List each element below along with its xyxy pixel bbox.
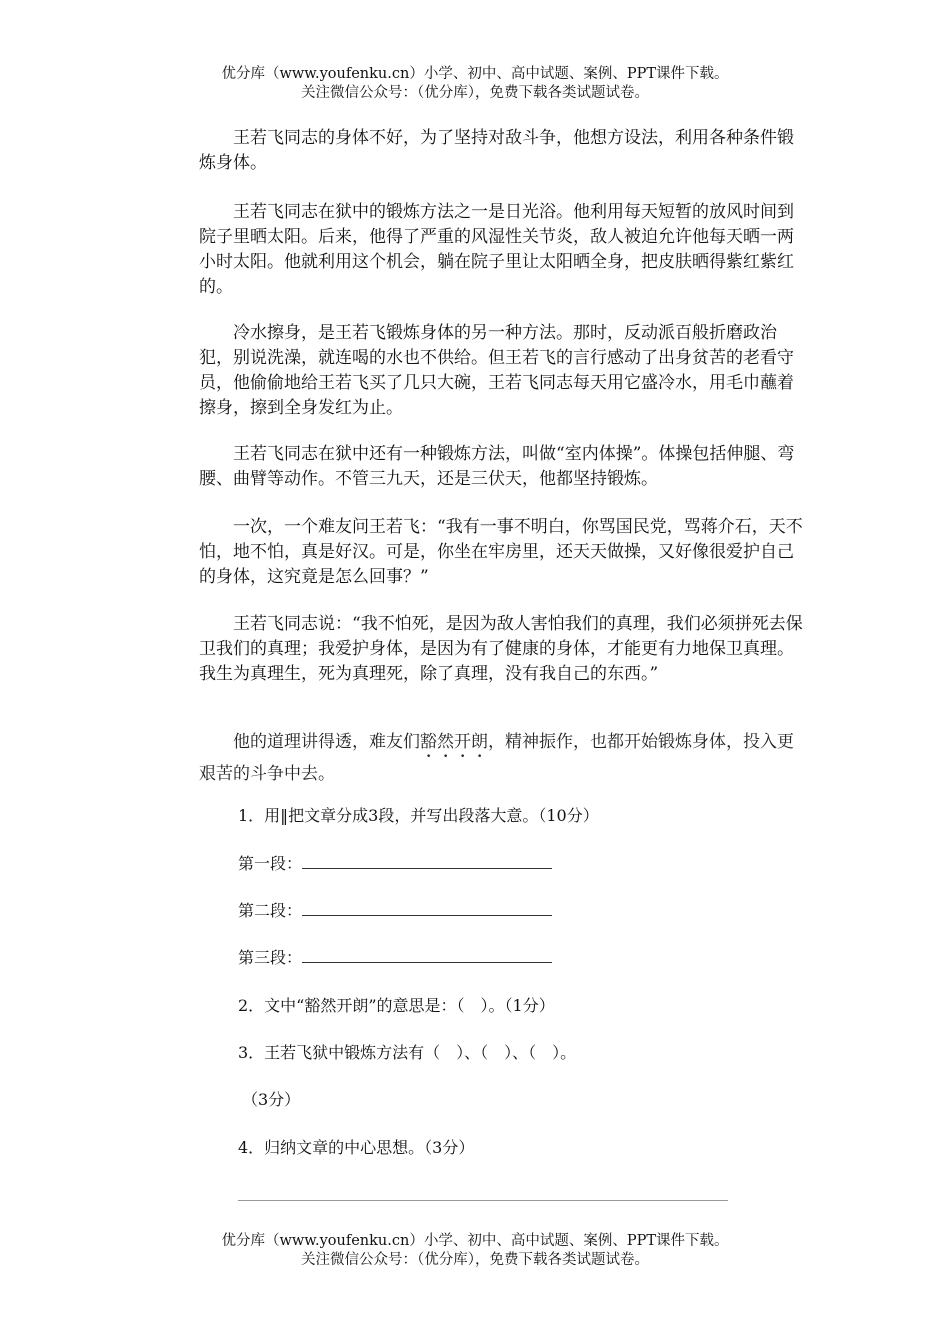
paragraph-5: 一次，一个难友问王若飞：“我有一事不明白，你骂国民党，骂蒋介石，天不怕，地不怕，真是好汉。可是，你坐在牢房里，还天天做操，又好像很爱护自己的身体，这究竟是怎么回事？” bbox=[199, 517, 803, 587]
segment-3-label: 第三段： bbox=[238, 948, 303, 967]
emphasized-phrase: 豁然开朗 bbox=[420, 732, 488, 752]
segment-2-blank[interactable] bbox=[302, 901, 552, 916]
question-3-score: （3分） bbox=[242, 1090, 301, 1109]
question-3: 3．王若飞狱中锻炼方法有（ ）、（ ）、（ ）。 bbox=[238, 1043, 577, 1062]
segment-2-label: 第二段： bbox=[238, 901, 303, 920]
paragraph-4: 王若飞同志在狱中还有一种锻炼方法，叫做“室内体操”。体操包括伸腿、弯腰、曲臂等动作。不管三九天，还是三伏天，他都坚持锻炼。 bbox=[199, 444, 795, 489]
segment-3-blank[interactable] bbox=[302, 948, 552, 963]
question-4: 4．归纳文章的中心思想。（3分） bbox=[238, 1138, 475, 1157]
page-header bbox=[0, 65, 950, 103]
header-line-2: 关注微信公众号：（优分库），免费下载各类试题试卷。 bbox=[301, 85, 649, 101]
answer-line-segment-3 bbox=[238, 947, 552, 969]
paragraph-7-scanned: 他的道理讲得透，难友们豁然开朗，精神振作，也都开始锻炼身体，投入更艰苦的斗争中去。 bbox=[199, 732, 794, 784]
paragraph-2: 王若飞同志在狱中的锻炼方法之一是日光浴。他利用每天短暂的放风时间到院子里晒太阳。后来，他得了严重的风湿性关节炎，敌人被迫允许他每天晒一两小时太阳。他就利用这个机会，躺在院子里让太阳晒全身，把皮肤晒得紫红紫红的。 bbox=[199, 202, 794, 297]
page-footer bbox=[0, 1232, 950, 1270]
question-2: 2．文中“豁然开朗”的意思是：（ ）。（1分） bbox=[238, 996, 555, 1015]
paragraph-6: 王若飞同志说：“我不怕死，是因为敌人害怕我们的真理，我们必须拼死去保卫我们的真理；我爱护身体，是因为有了健康的身体，才能更有力地保卫真理。我生为真理生，死为真理死，除了真理，没有我自己的东西。” bbox=[199, 614, 803, 684]
header-line-1: 优分库（www.youfenku.cn）小学、初中、高中试题、案例、PPT课件下载。 bbox=[221, 66, 729, 82]
segment-1-blank[interactable] bbox=[302, 854, 552, 869]
answer-rule bbox=[238, 1200, 728, 1201]
footer-line-1: 优分库（www.youfenku.cn）小学、初中、高中试题、案例、PPT课件下载。 bbox=[221, 1233, 729, 1249]
answer-line-segment-1 bbox=[238, 853, 552, 875]
footer-line-2: 关注微信公众号：（优分库），免费下载各类试题试卷。 bbox=[301, 1252, 649, 1268]
question-1: 1．用‖把文章分成3段，并写出段落大意。（10分） bbox=[238, 806, 599, 825]
paragraph-1: 王若飞同志的身体不好，为了坚持对敌斗争，他想方设法，利用各种条件锻炼身体。 bbox=[199, 128, 794, 173]
answer-line-segment-2 bbox=[238, 900, 552, 922]
segment-1-label: 第一段： bbox=[238, 854, 303, 873]
paragraph-3: 冷水擦身，是王若飞锻炼身体的另一种方法。那时，反动派百般折磨政治犯，别说洗澡，就连喝的水也不供给。但王若飞的言行感动了出身贫苦的老看守员，他偷偷地给王若飞买了几只大碗，王若飞同志每天用它盛冷水，用毛巾蘸着擦身，擦到全身发红为止。 bbox=[199, 323, 794, 418]
